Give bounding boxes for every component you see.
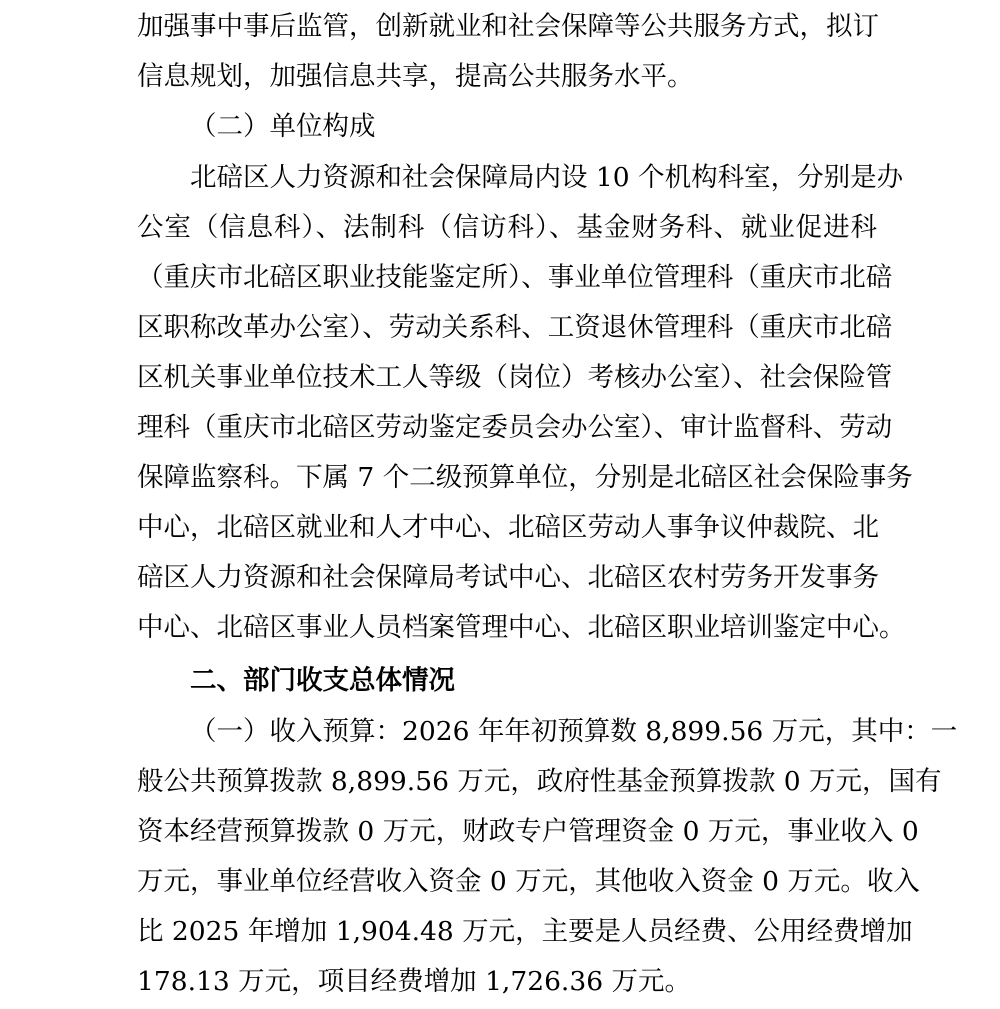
body-text-line: 资本经营预算拨款 0 万元，财政专户管理资金 0 万元，事业收入 0 (137, 816, 919, 847)
body-text-line: 比 2025 年增加 1,904.48 万元，主要是人员经费、公用经费增加 (137, 916, 913, 947)
body-text-line: 178.13 万元，项目经费增加 1,726.36 万元。 (137, 966, 692, 997)
body-text-line: （一）收入预算：2026 年年初预算数 8,899.56 万元，其中：一 (190, 716, 958, 747)
body-text-line: 保障监察科。下属 7 个二级预算单位，分别是北碚区社会保险事务 (137, 462, 913, 493)
body-text-line: 公室（信息科）、法制科（信访科）、基金财务科、就业促进科 (137, 212, 877, 243)
body-text-line: 般公共预算拨款 8,899.56 万元，政府性基金预算拨款 0 万元，国有 (137, 766, 942, 797)
section-heading: 二、部门收支总体情况 (190, 665, 455, 696)
body-text-line: 理科（重庆市北碚区劳动鉴定委员会办公室）、审计监督科、劳动 (137, 412, 893, 443)
body-text-line: 加强事中事后监管，创新就业和社会保障等公共服务方式，拟订 (137, 11, 879, 42)
body-text-line: 万元，事业单位经营收入资金 0 万元，其他收入资金 0 万元。收入 (137, 866, 920, 897)
body-text-line: 信息规划，加强信息共享，提高公共服务水平。 (137, 61, 694, 92)
body-text-line: 北碚区人力资源和社会保障局内设 10 个机构科室，分别是办 (190, 162, 904, 193)
body-text-line: 区机关事业单位技术工人等级（岗位）考核办公室）、社会保险管 (137, 362, 893, 393)
body-text-line: 中心，北碚区就业和人才中心、北碚区劳动人事争议仲裁院、北 (137, 512, 879, 543)
body-text-line: 区职称改革办公室）、劳动关系科、工资退休管理科（重庆市北碚 (137, 312, 893, 343)
body-text-line: 碚区人力资源和社会保障局考试中心、北碚区农村劳务开发事务 (137, 562, 879, 593)
body-text-line: 中心、北碚区事业人员档案管理中心、北碚区职业培训鉴定中心。 (137, 612, 906, 643)
body-text-line: （重庆市北碚区职业技能鉴定所）、事业单位管理科（重庆市北碚 (137, 262, 893, 293)
section-subheading: （二）单位构成 (190, 111, 376, 142)
